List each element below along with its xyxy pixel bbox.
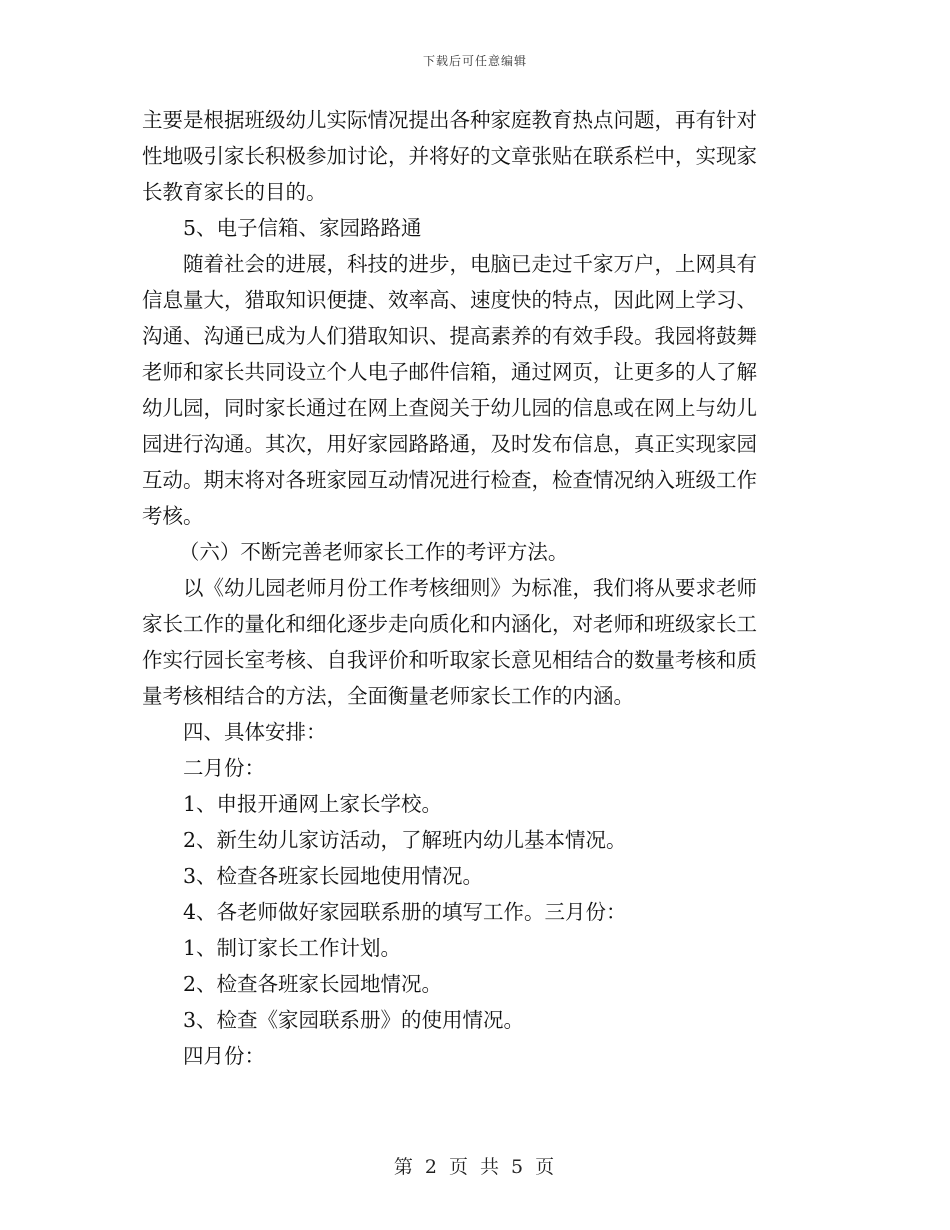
text-line: 二月份： bbox=[183, 756, 265, 780]
text-line: 园进行沟通。其次，用好家园路路通，及时发布信息，真正实现家园 bbox=[142, 432, 757, 456]
text-line: 作实行园长室考核、自我评价和听取家长意见相结合的数量考核和质 bbox=[142, 648, 757, 672]
text-line: 主要是根据班级幼儿实际情况提出各种家庭教育热点问题，再有针对 bbox=[142, 108, 757, 132]
text-line: 四月份： bbox=[183, 1044, 265, 1068]
page-header-note: 下载后可任意编辑 bbox=[422, 54, 527, 68]
list-item bbox=[142, 930, 802, 966]
document-body bbox=[142, 102, 802, 1074]
paragraph-evaluation bbox=[142, 570, 802, 714]
list-item bbox=[142, 786, 802, 822]
list-item bbox=[142, 894, 802, 930]
list-item bbox=[142, 966, 802, 1002]
text-line: 5、电子信箱、家园路路通 bbox=[183, 216, 422, 240]
text-line: 考核。 bbox=[142, 504, 204, 528]
text-line: 四、具体安排： bbox=[183, 720, 327, 744]
text-line: 1、制订家长工作计划。 bbox=[183, 936, 402, 960]
text-line: 3、检查各班家长园地使用情况。 bbox=[183, 864, 484, 888]
text-line: 3、检查《家园联系册》的使用情况。 bbox=[183, 1008, 525, 1032]
text-line: 老师和家长共同设立个人电子邮件信箱，通过网页，让更多的人了解 bbox=[142, 360, 757, 384]
section-heading-evaluation bbox=[142, 534, 802, 570]
text-line: 4、各老师做好家园联系册的填写工作。三月份： bbox=[183, 900, 627, 924]
text-line: 2、新生幼儿家访活动，了解班内幼儿基本情况。 bbox=[183, 828, 627, 852]
month-heading-february bbox=[142, 750, 802, 786]
text-line: 互动。期末将对各班家园互动情况进行检查，检查情况纳入班级工作 bbox=[142, 468, 757, 492]
text-line: 家长工作的量化和细化逐步走向质化和内涵化，对老师和班级家长工 bbox=[142, 612, 757, 636]
text-line: 长教育家长的目的。 bbox=[142, 180, 327, 204]
text-line: 量考核相结合的方法，全面衡量老师家长工作的内涵。 bbox=[142, 684, 634, 708]
text-line: （六）不断完善老师家长工作的考评方法。 bbox=[178, 540, 569, 564]
text-line: 信息量大，猎取知识便捷、效率高、速度快的特点，因此网上学习、 bbox=[142, 288, 757, 312]
paragraph-internet bbox=[142, 246, 802, 534]
text-line: 性地吸引家长积极参加讨论，并将好的文章张贴在联系栏中，实现家 bbox=[142, 144, 757, 168]
text-line: 以《幼儿园老师月份工作考核细则》为标准，我们将从要求老师 bbox=[183, 576, 757, 600]
list-item bbox=[142, 1002, 802, 1038]
text-line: 沟通、沟通已成为人们猎取知识、提高素养的有效手段。我园将鼓舞 bbox=[142, 324, 757, 348]
list-item bbox=[142, 822, 802, 858]
section-heading-schedule bbox=[142, 714, 802, 750]
text-line: 随着社会的进展，科技的进步，电脑已走过千家万户，上网具有 bbox=[183, 252, 757, 276]
text-line: 1、申报开通网上家长学校。 bbox=[183, 792, 443, 816]
paragraph-family-education bbox=[142, 102, 802, 210]
text-line: 幼儿园，同时家长通过在网上查阅关于幼儿园的信息或在网上与幼儿 bbox=[142, 396, 757, 420]
section-heading-email bbox=[142, 210, 802, 246]
page-number-footer: 第 2 页 共 5 页 bbox=[393, 1156, 557, 1178]
month-heading-april bbox=[142, 1038, 802, 1074]
list-item bbox=[142, 858, 802, 894]
text-line: 2、检查各班家长园地情况。 bbox=[183, 972, 443, 996]
